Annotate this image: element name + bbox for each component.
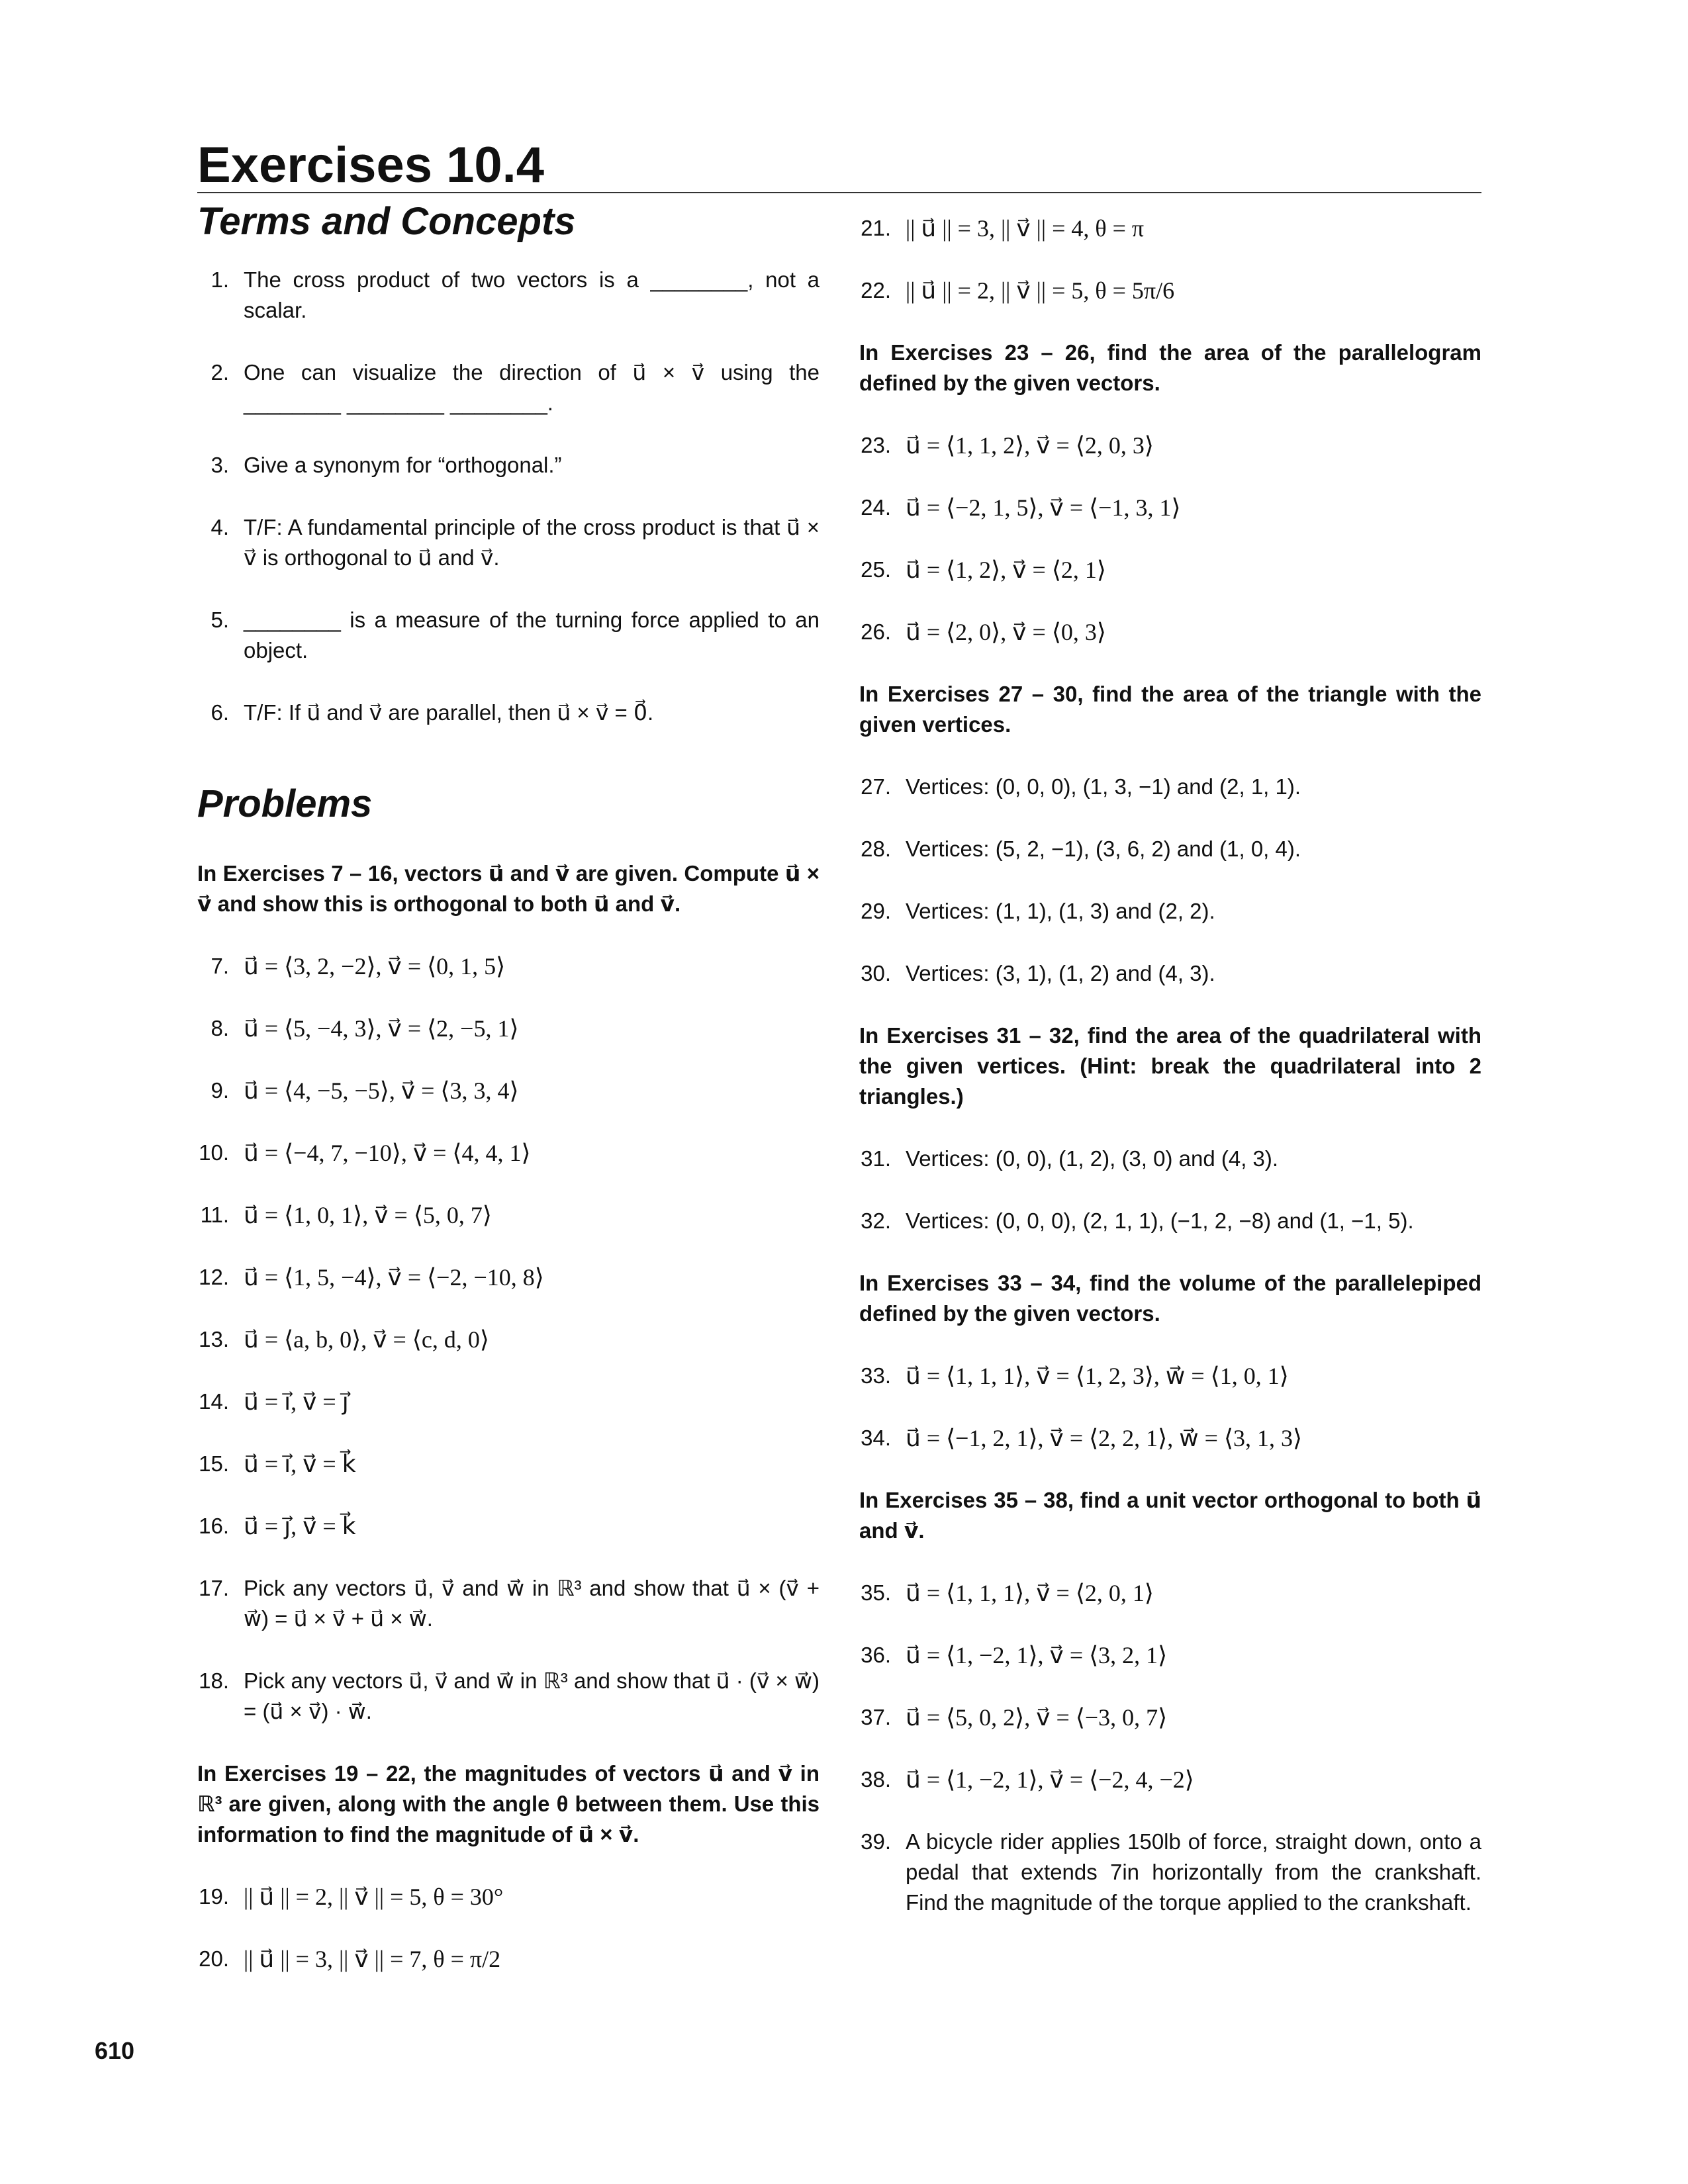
exercise-36: 36. u⃗ = ⟨1, −2, 1⟩, v⃗ = ⟨3, 2, 1⟩ [861,1642,1168,1668]
exercise-33: 33. u⃗ = ⟨1, 1, 1⟩, v⃗ = ⟨1, 2, 3⟩, w⃗ = ⟨1, 0, 1⟩ [861,1363,1289,1389]
exercise-18: 18. Pick any vectors u⃗, v⃗ and w⃗ in ℝ³ and show that u⃗ · (v⃗ × w⃗) = (u⃗ × v⃗) · w⃗. [199,1668,820,1724]
instruction-31-32: In Exercises 31 – 32, find the area of the quadrilateral with the given vertices. (Hint: break the quadrilateral into 2 triangles.) [859,1023,1481,1109]
exercise-35: 35. u⃗ = ⟨1, 1, 1⟩, v⃗ = ⟨2, 0, 1⟩ [861,1580,1154,1606]
exercise-3: 3. Give a synonym for “orthogonal.” [211,452,562,477]
exercise-34: 34. u⃗ = ⟨−1, 2, 1⟩, v⃗ = ⟨2, 2, 1⟩, w⃗ = ⟨3, 1, 3⟩ [861,1425,1303,1451]
exercise-2: 2. One can visualize the direction of u⃗ × v⃗ using the ________ ________ ________. [211,359,820,415]
exercise-26: 26. u⃗ = ⟨2, 0⟩, v⃗ = ⟨0, 3⟩ [861,619,1106,645]
exercise-8: 8. u⃗ = ⟨5, −4, 3⟩, v⃗ = ⟨2, −5, 1⟩ [211,1015,519,1042]
exercise-1: 1. The cross product of two vectors is a ________, not a scalar. [211,267,820,322]
exercise-22: 22. || u⃗ || = 2, || v⃗ || = 5, θ = 5π/6 [861,277,1175,304]
exercise-20: 20. || u⃗ || = 3, || v⃗ || = 7, θ = π/2 [199,1946,501,1973]
exercise-38: 38. u⃗ = ⟨1, −2, 1⟩, v⃗ = ⟨−2, 4, −2⟩ [861,1766,1194,1793]
exercise-27: 27. Vertices: (0, 0, 0), (1, 3, −1) and (2, 1, 1). [861,774,1301,799]
exercise-7: 7. u⃗ = ⟨3, 2, −2⟩, v⃗ = ⟨0, 1, 5⟩ [211,953,506,980]
exercise-14: 14. u⃗ = i⃗, v⃗ = j⃗ [199,1388,349,1416]
exercise-16: 16. u⃗ = j⃗, v⃗ = k⃗ [199,1513,356,1540]
exercise-30: 30. Vertices: (3, 1), (1, 2) and (4, 3). [861,961,1215,985]
right-column [859,213,1481,1918]
exercise-23: 23. u⃗ = ⟨1, 1, 2⟩, v⃗ = ⟨2, 0, 3⟩ [861,432,1154,459]
exercise-4: 4. T/F: A fundamental principle of the cross product is that u⃗ × v⃗ is orthogonal to u⃗ and v⃗. [211,514,820,570]
title-rule [197,192,1481,193]
instruction-35-38: In Exercises 35 – 38, find a unit vector orthogonal to both u⃗ and v⃗. [859,1488,1481,1543]
terms-heading: Terms and Concepts [197,200,576,243]
exercise-31: 31. Vertices: (0, 0), (1, 2), (3, 0) and (4, 3). [861,1146,1279,1171]
page-number: 610 [95,2037,135,2064]
exercise-39: 39. A bicycle rider applies 150lb of force, straight down, onto a pedal that extends 7in horizontally from the crankshaft. Find the magnitude of the torque applied to the crankshaft. [861,1829,1481,1915]
instruction-7-16: In Exercises 7 – 16, vectors u⃗ and v⃗ are given. Compute u⃗ × v⃗ and show this is orthogonal to both u⃗ and v⃗. [197,861,820,917]
exercise-13: 13. u⃗ = ⟨a, b, 0⟩, v⃗ = ⟨c, d, 0⟩ [199,1326,489,1353]
exercise-21: 21. || u⃗ || = 3, || v⃗ || = 4, θ = π [861,215,1145,242]
exercise-11: 11. u⃗ = ⟨1, 0, 1⟩, v⃗ = ⟨5, 0, 7⟩ [200,1202,492,1229]
exercise-32: 32. Vertices: (0, 0, 0), (2, 1, 1), (−1, 2, −8) and (1, −1, 5). [861,1208,1414,1233]
exercise-17: 17. Pick any vectors u⃗, v⃗ and w⃗ in ℝ³ and show that u⃗ × (v⃗ + w⃗) = u⃗ × v⃗ + u⃗ × w⃗. [199,1576,820,1631]
exercise-12: 12. u⃗ = ⟨1, 5, −4⟩, v⃗ = ⟨−2, −10, 8⟩ [199,1264,544,1291]
page-title: Exercises 10.4 [197,137,545,193]
exercise-5: 5. ________ is a measure of the turning force applied to an object. [211,607,820,662]
exercise-37: 37. u⃗ = ⟨5, 0, 2⟩, v⃗ = ⟨−3, 0, 7⟩ [861,1704,1168,1731]
left-column [197,199,820,1974]
problems-heading: Problems [197,782,373,825]
exercise-29: 29. Vertices: (1, 1), (1, 3) and (2, 2). [861,899,1215,923]
exercise-15: 15. u⃗ = i⃗, v⃗ = k⃗ [199,1451,356,1478]
exercise-28: 28. Vertices: (5, 2, −1), (3, 6, 2) and (1, 0, 4). [861,837,1301,861]
instruction-33-34: In Exercises 33 – 34, find the volume of the parallelepiped defined by the given vectors. [859,1271,1481,1326]
exercise-6: 6. T/F: If u⃗ and v⃗ are parallel, then u⃗ × v⃗ = 0⃗. [211,700,654,725]
exercise-19: 19. || u⃗ || = 2, || v⃗ || = 5, θ = 30° [199,1884,504,1911]
exercise-25: 25. u⃗ = ⟨1, 2⟩, v⃗ = ⟨2, 1⟩ [861,557,1106,583]
instruction-19-22: In Exercises 19 – 22, the magnitudes of vectors u⃗ and v⃗ in ℝ³ are given, along with the angle θ between them. Use this information to find the magnitude of u⃗ × v⃗. [197,1761,820,1847]
instruction-23-26: In Exercises 23 – 26, find the area of the parallelogram defined by the given vectors. [859,340,1481,395]
exercise-9: 9. u⃗ = ⟨4, −5, −5⟩, v⃗ = ⟨3, 3, 4⟩ [211,1077,519,1105]
exercise-24: 24. u⃗ = ⟨−2, 1, 5⟩, v⃗ = ⟨−1, 3, 1⟩ [861,494,1181,521]
instruction-27-30: In Exercises 27 – 30, find the area of the triangle with the given vertices. [859,682,1481,737]
exercise-10: 10. u⃗ = ⟨−4, 7, −10⟩, v⃗ = ⟨4, 4, 1⟩ [199,1140,531,1167]
